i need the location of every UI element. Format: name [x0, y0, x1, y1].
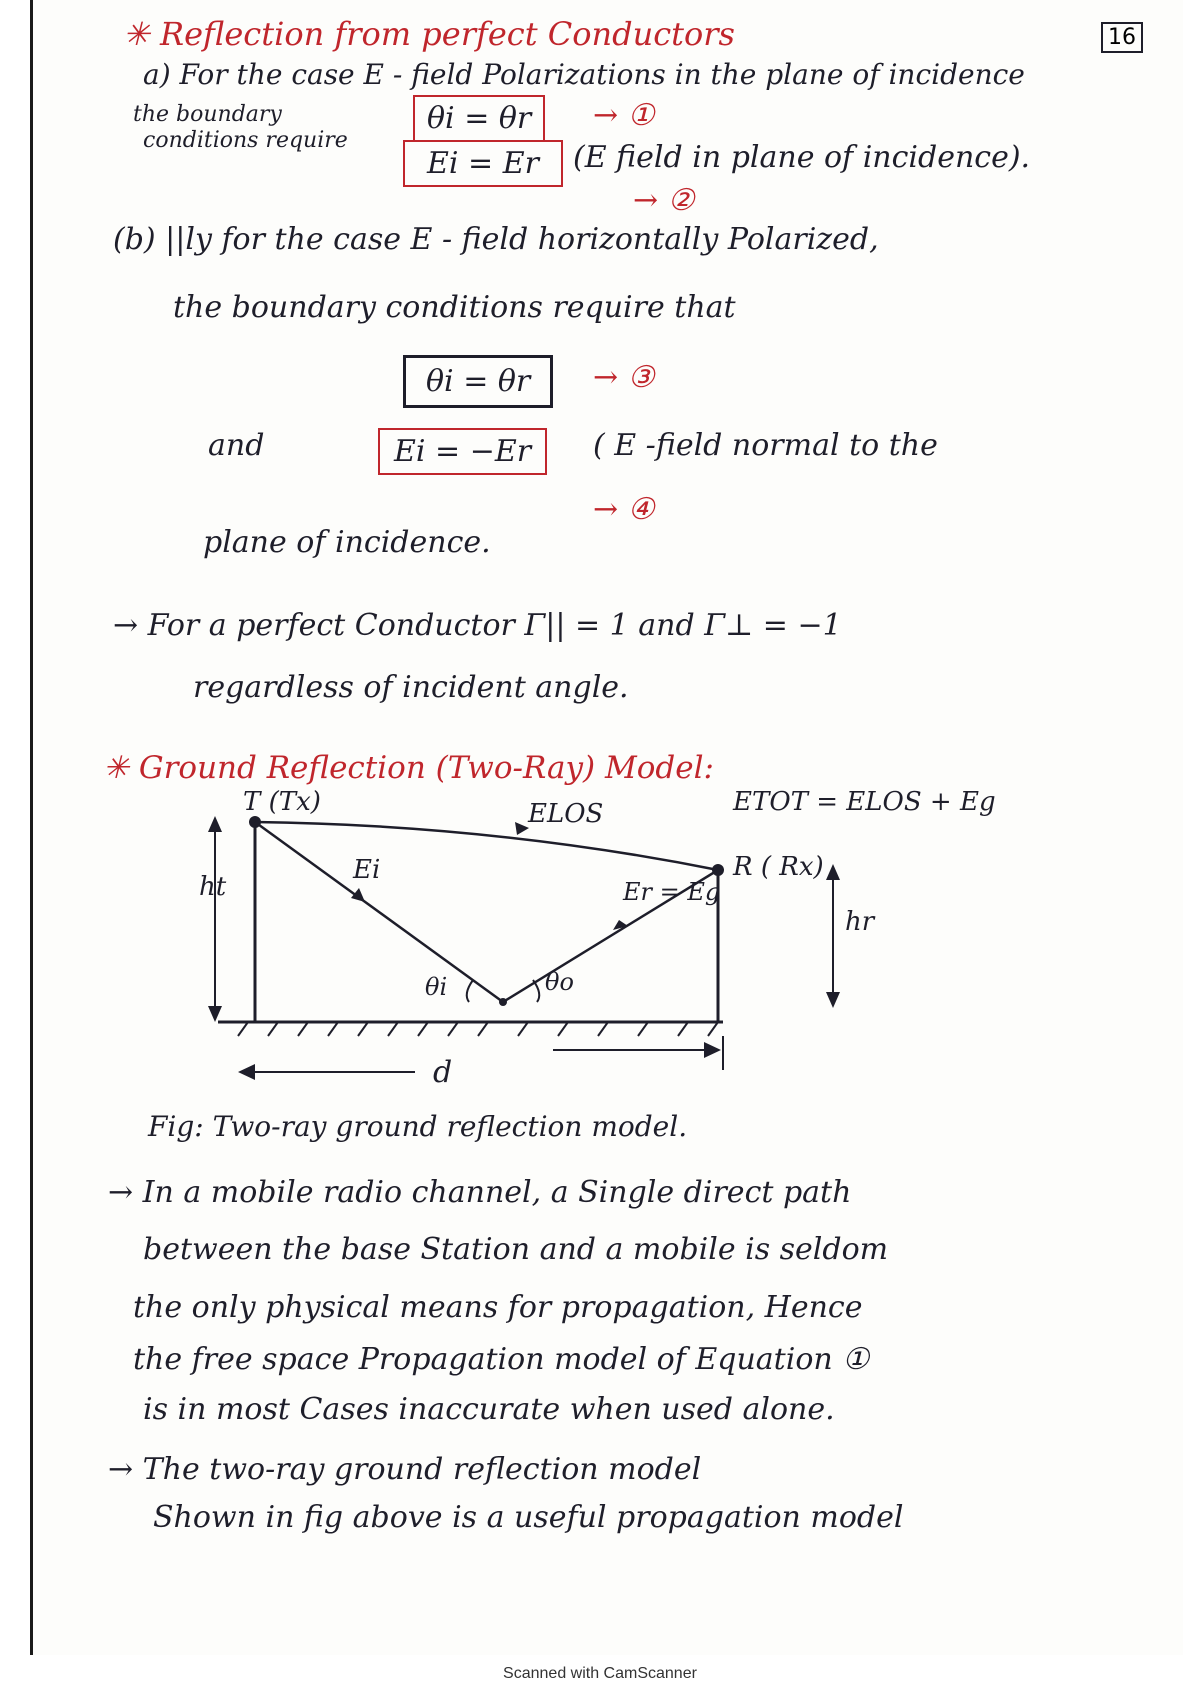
hr-label: hr — [845, 907, 875, 937]
reflection-point — [499, 998, 507, 1006]
paragraph-1-line: the free space Propagation model of Equation ① — [133, 1342, 870, 1377]
equation-4-ref: → ④ — [593, 492, 655, 527]
model-heading-text: Ground Reflection (Two-Ray) Model: — [138, 750, 714, 786]
equation-1-box: θi = θr — [413, 95, 545, 142]
equation-3-ref: → ③ — [593, 360, 655, 395]
equation-2-box: Ei = Er — [403, 140, 563, 187]
elos-label: ELOS — [528, 799, 604, 829]
paragraph-1-line: is in most Cases inaccurate when used alone. — [143, 1392, 835, 1427]
equation-2-ref: → ② — [633, 183, 695, 218]
d-arrow-right — [704, 1042, 721, 1058]
equation-4-note2: plane of incidence. — [203, 525, 491, 560]
theta-i-label: θi — [425, 973, 448, 1001]
incident-arrow — [351, 888, 365, 902]
section-heading: ✳ Reflection from perfect Conductors — [123, 15, 735, 53]
rx-label: R ( Rx) — [733, 852, 824, 882]
hr-arrow-up — [826, 864, 840, 880]
hr-arrow-down — [826, 992, 840, 1008]
theta-i-arc — [467, 980, 473, 1002]
heading-text: Reflection from perfect Conductors — [159, 15, 735, 53]
ht-label: ht — [199, 872, 227, 902]
equation-4-note: ( E -field normal to the — [593, 428, 938, 463]
incident-ray — [255, 822, 503, 1002]
boundary-label: the boundary — [133, 102, 282, 127]
er-label: Er = Eg — [623, 878, 721, 906]
conductor-note-line1: → For a perfect Conductor Γ|| = 1 and Γ⊥ = −1 — [113, 608, 842, 643]
scan-footer: Scanned with CamScanner — [503, 1665, 697, 1682]
paragraph-1-line: → In a mobile radio channel, a Single direct path — [108, 1175, 852, 1210]
conductor-note-line2: regardless of incident angle. — [193, 670, 629, 705]
and-label: and — [208, 428, 265, 463]
ht-arrow-up — [208, 816, 222, 832]
etot-label: ETOT = ELOS + Eg — [733, 787, 996, 817]
page-number: 16 — [1101, 22, 1143, 53]
paragraph-2-line: Shown in fig above is a useful propagation model — [153, 1500, 904, 1535]
equation-1-ref: → ① — [593, 98, 655, 133]
equation-4-box: Ei = −Er — [378, 428, 547, 475]
figure-caption: Fig: Two-ray ground reflection model. — [148, 1110, 688, 1143]
section-b-line1: (b) ||ly for the case E - field horizontally Polarized, — [113, 222, 879, 257]
conditions-label: conditions require — [143, 128, 348, 153]
tx-label: T (Tx) — [243, 787, 321, 817]
ground-hatch — [238, 1022, 718, 1036]
paragraph-1-line: the only physical means for propagation, Hence — [133, 1290, 863, 1325]
d-label: d — [433, 1055, 453, 1090]
equation-2-note: (E field in plane of incidence). — [573, 140, 1031, 175]
equation-3-box: θi = θr — [403, 355, 553, 408]
theta-o-label: θo — [545, 968, 574, 996]
ht-arrow-down — [208, 1006, 222, 1022]
section-a-line1: a) For the case E - field Polarizations in the plane of incidence — [143, 58, 1025, 91]
los-arrow — [515, 822, 529, 835]
ei-label: Ei — [353, 855, 381, 885]
paragraph-2-line: → The two-ray ground reflection model — [108, 1452, 702, 1487]
d-arrow-left — [238, 1064, 255, 1080]
model-heading: ✳ Ground Reflection (Two-Ray) Model: — [103, 750, 714, 786]
paragraph-1-line: between the base Station and a mobile is seldom — [143, 1232, 889, 1267]
two-ray-figure — [33, 780, 1183, 1100]
section-b-line2: the boundary conditions require that — [173, 290, 736, 325]
notebook-page — [30, 0, 1183, 1655]
los-ray — [255, 822, 718, 870]
